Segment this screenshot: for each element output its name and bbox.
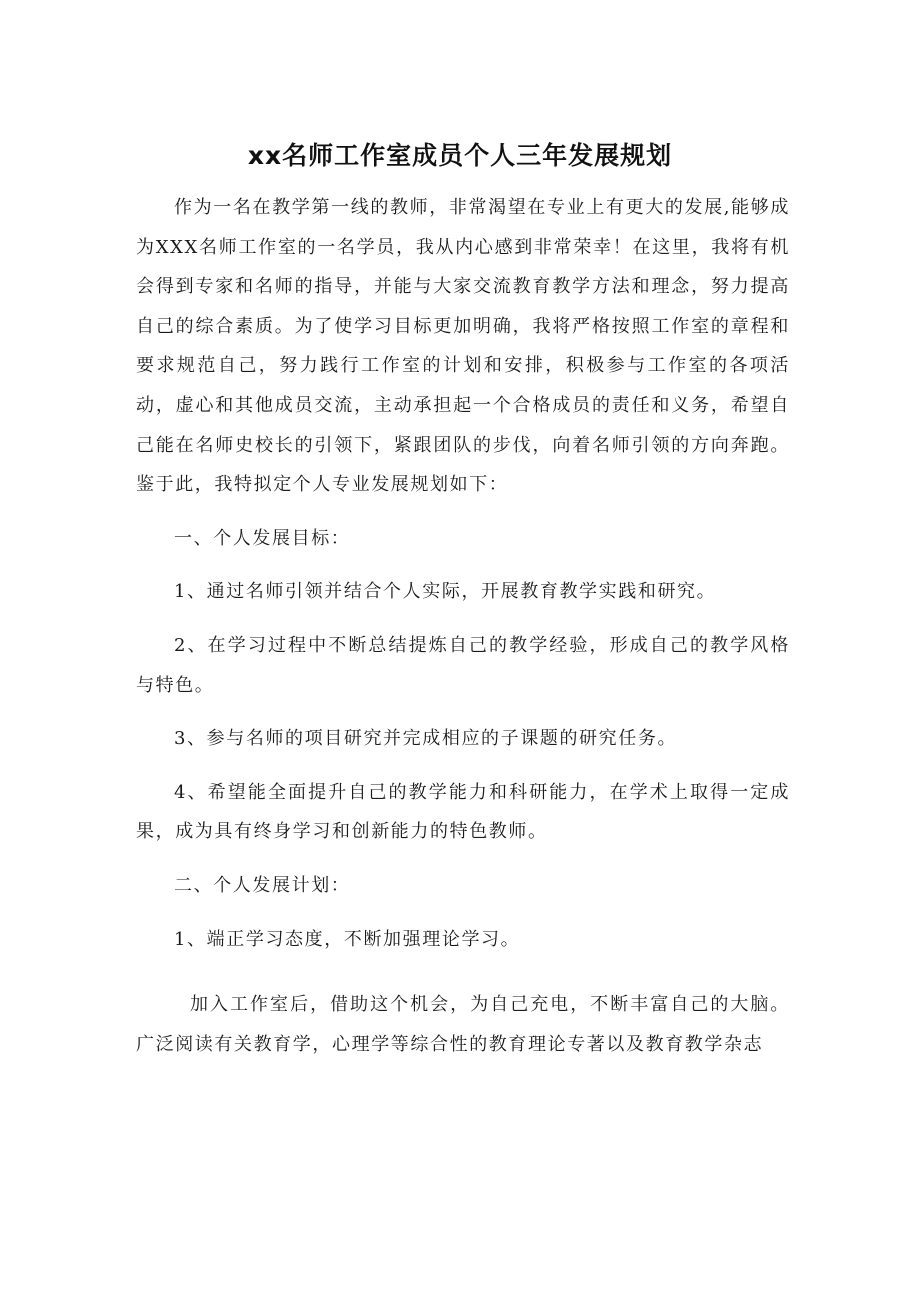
document-body <box>136 188 790 1064</box>
document-title: xx名师工作室成员个人三年发展规划 <box>247 141 673 170</box>
goal-item-4: 4、希望能全面提升自己的教学能力和科研能力，在学术上取得一定成果，成为具有终身学习和创新能力的特色教师。 <box>136 781 790 843</box>
goal-item-1: 1、通过名师引领并结合个人实际，开展教育教学实践和研究。 <box>174 581 717 603</box>
plan-item-1-detail: 加入工作室后，借助这个机会，为自己充电，不断丰富自己的大脑。广泛阅读有关教育学，心理学等综合性的教育理论专著以及教育教学杂志 <box>136 994 790 1055</box>
section-heading-plan: 二、个人发展计划： <box>174 874 351 896</box>
section-heading-goals: 一、个人发展目标： <box>174 527 351 549</box>
goal-item-3: 3、参与名师的项目研究并完成相应的子课题的研究任务。 <box>174 728 678 750</box>
goal-item-2: 2、在学习过程中不断总结提炼自己的教学经验，形成自己的教学风格与特色。 <box>136 634 790 696</box>
plan-item-1: 1、端正学习态度，不断加强理论学习。 <box>174 928 521 950</box>
intro-paragraph: 作为一名在教学第一线的教师，非常渴望在专业上有更大的发展,能够成为XXX名师工作室的一名学员，我从内心感到非常荣幸！在这里，我将有机会得到专家和名师的指导，并能与大家交流教育教学方法和理念，努力提高自己的综合素质。为了使学习目标更加明确，我将严格按照工作室的章程和要求规范自己，努力践行工作室的计划和安排，积极参与工作室的各项活动，虚心和其他成员交流，主动承担起一个合格成员的责任和义务，希望自己能在名师史校长的引领下，紧跟团队的步伐，向着名师引领的方向奔跑。鉴于此，我特拟定个人专业发展规划如下： <box>136 197 790 496</box>
